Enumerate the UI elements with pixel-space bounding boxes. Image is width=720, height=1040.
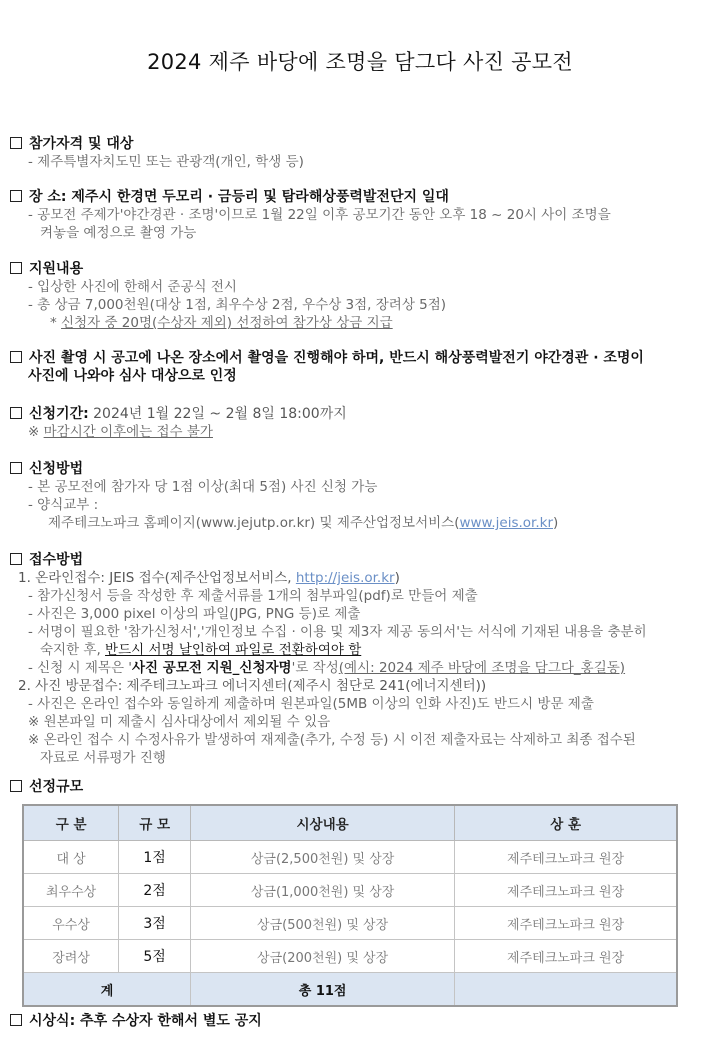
ceremony-section [10, 1012, 712, 1030]
support-line-3: * 신청자 중 20명(수상자 제외) 선정하여 참가상 상금 지급 [50, 315, 393, 331]
table-cell: 대 상 [23, 841, 119, 874]
table-cell: 상금(2,500천원) 및 상장 [191, 841, 455, 874]
table-cell: 1점 [119, 841, 191, 874]
visit-line-4: ※ 온라인 접수 시 수정사유가 발생하여 재제출(추가, 수정 등) 시 이전 제출자료는 삭제하고 최종 접수된 [28, 732, 636, 748]
period-heading: 신청기간: 2024년 1월 22일 ~ 2월 8일 18:00까지 [10, 405, 712, 423]
location-line-1: - 공모전 주제가'야간경관 · 조명'이므로 1월 22일 이후 공모기간 동안 오후 18 ~ 20시 사이 조명을 [28, 207, 611, 223]
table-cell: 제주테크노파크 원장 [455, 874, 677, 907]
support-line-1: - 입상한 사진에 한해서 준공식 전시 [28, 279, 237, 295]
table-cell: 제주테크노파크 원장 [455, 940, 677, 973]
notice-line-2: 사진에 나와야 심사 대상으로 인정 [28, 368, 237, 384]
online-line-5: 숙지한 후, 반드시 서명 날인하여 파일로 전환하여야 함 [40, 642, 362, 658]
table-cell: 2점 [119, 874, 191, 907]
header-award: 시상내용 [191, 805, 455, 841]
submission-section [10, 551, 712, 767]
checkbox-square-icon [10, 190, 22, 202]
table-row [23, 940, 677, 973]
selection-table [22, 804, 678, 1007]
notice-section [10, 349, 712, 385]
table-cell: 장려상 [23, 940, 119, 973]
table-cell: 제주테크노파크 원장 [455, 907, 677, 940]
table-cell: 상금(500천원) 및 상장 [191, 907, 455, 940]
period-note: ※ 마감시간 이후에는 접수 불가 [28, 424, 213, 440]
table-cell: 5점 [119, 940, 191, 973]
total-empty [455, 973, 677, 1007]
visit-line-5: 자료로 서류평가 진행 [40, 750, 166, 766]
ceremony-heading: 시상식: 추후 수상자 한해서 별도 공지 [10, 1012, 712, 1030]
header-honor: 상 훈 [455, 805, 677, 841]
table-row [23, 907, 677, 940]
period-section [10, 405, 712, 441]
checkbox-square-icon [10, 462, 22, 474]
table-total-row [23, 973, 677, 1007]
selection-section [10, 778, 712, 796]
online-line-4: - 서명이 필요한 '참가신청서','개인정보 수집 · 이용 및 제3자 제공 동의서'는 서식에 기재된 내용을 충분히 [28, 624, 647, 640]
online-line-3: - 사진은 3,000 pixel 이상의 파일(JPG, PNG 등)로 제출 [28, 606, 361, 622]
online-line-6: - 신청 시 제목은 '사진 공모전 지원_신청자명'로 작성(예시: 2024 제주 바당에 조명을 담그다_홍길동) [28, 660, 626, 676]
notice-line-1: 사진 촬영 시 공고에 나온 장소에서 촬영을 진행해야 하며, 반드시 해상풍력발전기 야간경관 · 조명이 [10, 349, 712, 367]
jeis-link[interactable]: www.jeis.or.kr [459, 515, 554, 531]
support-heading: 지원내용 [10, 260, 712, 278]
support-line-2: - 총 상금 7,000천원(대상 1점, 최우수상 2점, 우수상 3점, 장려상 5점) [28, 297, 447, 313]
visit-line-3: ※ 원본파일 미 제출시 심사대상에서 제외될 수 있음 [28, 714, 331, 730]
table-cell: 우수상 [23, 907, 119, 940]
total-value: 총 11점 [191, 973, 455, 1007]
eligibility-line: - 제주특별자치도민 또는 관광객(개인, 학생 등) [28, 154, 304, 170]
online-line-2: - 참가신청서 등을 작성한 후 제출서류를 1개의 첨부파일(pdf)로 만들어 제출 [28, 588, 478, 604]
table-cell: 최우수상 [23, 874, 119, 907]
method-line-1: - 본 공모전에 참가자 당 1점 이상(최대 5점) 사진 신청 가능 [28, 479, 378, 495]
submission-heading: 접수방법 [10, 551, 712, 569]
checkbox-square-icon [10, 351, 22, 363]
location-section [10, 188, 712, 242]
table-row [23, 874, 677, 907]
visit-line-2: - 사진은 온라인 접수와 동일하게 제출하며 원본파일(5MB 이상의 인화 사진)도 반드시 방문 제출 [28, 696, 594, 712]
method-heading: 신청방법 [10, 460, 712, 478]
location-line-2: 켜놓을 예정으로 촬영 가능 [40, 225, 197, 241]
checkbox-square-icon [10, 262, 22, 274]
table-cell: 상금(1,000천원) 및 상장 [191, 874, 455, 907]
table-header-row [23, 805, 677, 841]
method-line-2: - 양식교부 : [28, 497, 99, 513]
table-cell: 3점 [119, 907, 191, 940]
page-title: 2024 제주 바당에 조명을 담그다 사진 공모전 [147, 50, 573, 74]
header-scale: 규 모 [119, 805, 191, 841]
eligibility-heading: 참가자격 및 대상 [10, 135, 712, 153]
checkbox-square-icon [10, 137, 22, 149]
checkbox-square-icon [10, 407, 22, 419]
checkbox-square-icon [10, 780, 22, 792]
support-section [10, 260, 712, 332]
visit-line-1: 2. 사진 방문접수: 제주테크노파크 에너지센터(제주시 첨단로 241(에너지센터)) [18, 678, 487, 694]
jeis-online-link[interactable]: http://jeis.or.kr [295, 570, 395, 586]
total-label: 계 [23, 973, 191, 1007]
checkbox-square-icon [10, 1014, 22, 1026]
eligibility-section [10, 135, 712, 171]
selection-heading: 선정규모 [10, 778, 712, 796]
checkbox-square-icon [10, 553, 22, 565]
method-line-3: 제주테크노파크 홈페이지(www.jejutp.or.kr) 및 제주산업정보서비스(www.jeis.or.kr) [48, 515, 559, 531]
method-section [10, 460, 712, 532]
location-heading: 장 소: 제주시 한경면 두모리 · 금등리 및 탐라해상풍력발전단지 일대 [10, 188, 712, 206]
header-category: 구 분 [23, 805, 119, 841]
table-cell: 제주테크노파크 원장 [455, 841, 677, 874]
table-cell: 상금(200천원) 및 상장 [191, 940, 455, 973]
table-row [23, 841, 677, 874]
online-line-1: 1. 온라인접수: JEIS 접수(제주산업정보서비스, http://jeis.or.kr) [18, 570, 400, 586]
